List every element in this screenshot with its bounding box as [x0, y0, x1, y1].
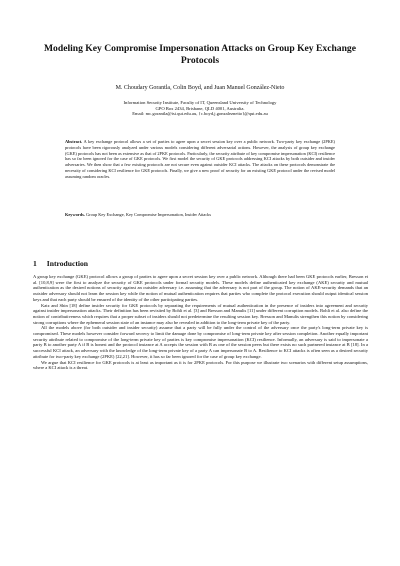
paper-title: Modeling Key Compromise Impersonation Attacks on Group Key Exchange Protocols	[44, 43, 356, 66]
section-heading	[33, 259, 88, 268]
body-text	[33, 274, 368, 371]
keywords-text: Group Key Exchange, Key Compromise Impersonation, Insider Attacks	[86, 212, 212, 217]
keywords-label: Keywords.	[65, 212, 85, 217]
abstract-text: A key exchange protocol allows a set of parties to agree upon a secret session key over a public network. Two-party key exchange (2PKE) protocols have been rigorously analyzed under various models considering different adversarial actions. However, the analysis of group key exchange (GKE) protocols has not been as extensive as that of 2PKE protocols. Particularly, the security attribute of key compromise impersonation (KCI) resilience has so far been ignored for the case of GKE protocols. We first model the security of GKE protocols addressing KCI attacks by both outsider and insider adversaries. We then show that a few existing protocols are not secure even against outsider KCI attacks. The attacks on these protocols demonstrate the necessity of considering KCI resilience for GKE protocols. Finally, we give a new proof of security for an existing GKE protocol under the revised model assuming random oracles.	[65, 139, 335, 179]
abstract-label: Abstract.	[65, 139, 83, 144]
abstract	[65, 139, 335, 179]
paragraph: A group key exchange (GKE) protocol allows a group of parties to agree upon a secret session key over a public network. Although there had been GKE protocols earlier, Bresson et al. [10,8,9] were the first to analyze the security of GKE protocols under formal security models. These models define authenticated key exchange (AKE) security and mutual authentication as the desired notions of security against an outsider adversary i.e. assuming that the adversary is not part of the group. The notion of AKE-security demands that an outsider adversary should not learn the session key while the notion of mutual authentication requires that parties who complete the protocol execution should output identical session keys and that each party should be ensured of the identity of the other participating parties.	[33, 274, 368, 302]
affiliation-line: GPO Box 2434, Brisbane, QLD 4001, Australia.	[155, 105, 245, 111]
section-number: 1	[33, 259, 37, 268]
affiliation-line: Information Security Institute, Faculty of IT, Queensland University of Technology	[123, 100, 277, 105]
keywords	[65, 212, 335, 218]
author-list: M. Choudary Gorantla, Colin Boyd, and Juan Manuel González-Nieto	[115, 85, 285, 91]
affiliation	[40, 100, 360, 117]
paragraph: Katz and Shin [18] define insider security for GKE protocols by separating the requirements of mutual authentication in the presence of insiders into agreement and security against insider impersonation attacks. Their definition has been revisited by Bohli et al. [3] and Bresson and Manulis [11] under different corruption models. Bohli et al. also define the notion of contributiveness which requires that a proper subset of insiders should not predetermine the resulting session key. Bresson and Manulis strengthen this notion by considering strong corruptions where the ephemeral session state of an instance may also be revealed in addition to the long-term private key of the party.	[33, 302, 368, 325]
section-title: Introduction	[46, 259, 89, 268]
affiliation-email: Email: mc.gorantla@isi.qut.edu.au, {c.boyd,j.gonzalezneito}@qut.edu.au	[132, 111, 268, 117]
paragraph: We argue that KCI resilience for GKE protocols is at least as important as it is for 2PKE protocols. For this purpose we illustrate two scenarios with different setup assumptions, where a KCI attack is a threat.	[33, 359, 368, 371]
paragraph: All the models above (for both outsider and insider security) assume that a party will be fully under the control of the adversary once the party's long-term private key is compromised. These models however consider forward secrecy to limit the damage done by compromise of long-term private key after session completion. Another equally important security attribute related to compromise of the long-term private key of parties is key compromise impersonation (KCI) resilience. Informally, an adversary is said to impersonate a party B to another party A if B is honest and the protocol instance at A accepts the session with B as one of the session peers but there exists no such partnered instance at B [18]. In a successful KCI attack, an adversary with the knowledge of the long-term private key of a party A can impersonate B to A. Resilience to KCI attacks is often seen as a desired security attribute for two-party key exchange (2PKE) [22,21]. However, it has so far been ignored for the case of group key exchange.	[33, 325, 368, 359]
